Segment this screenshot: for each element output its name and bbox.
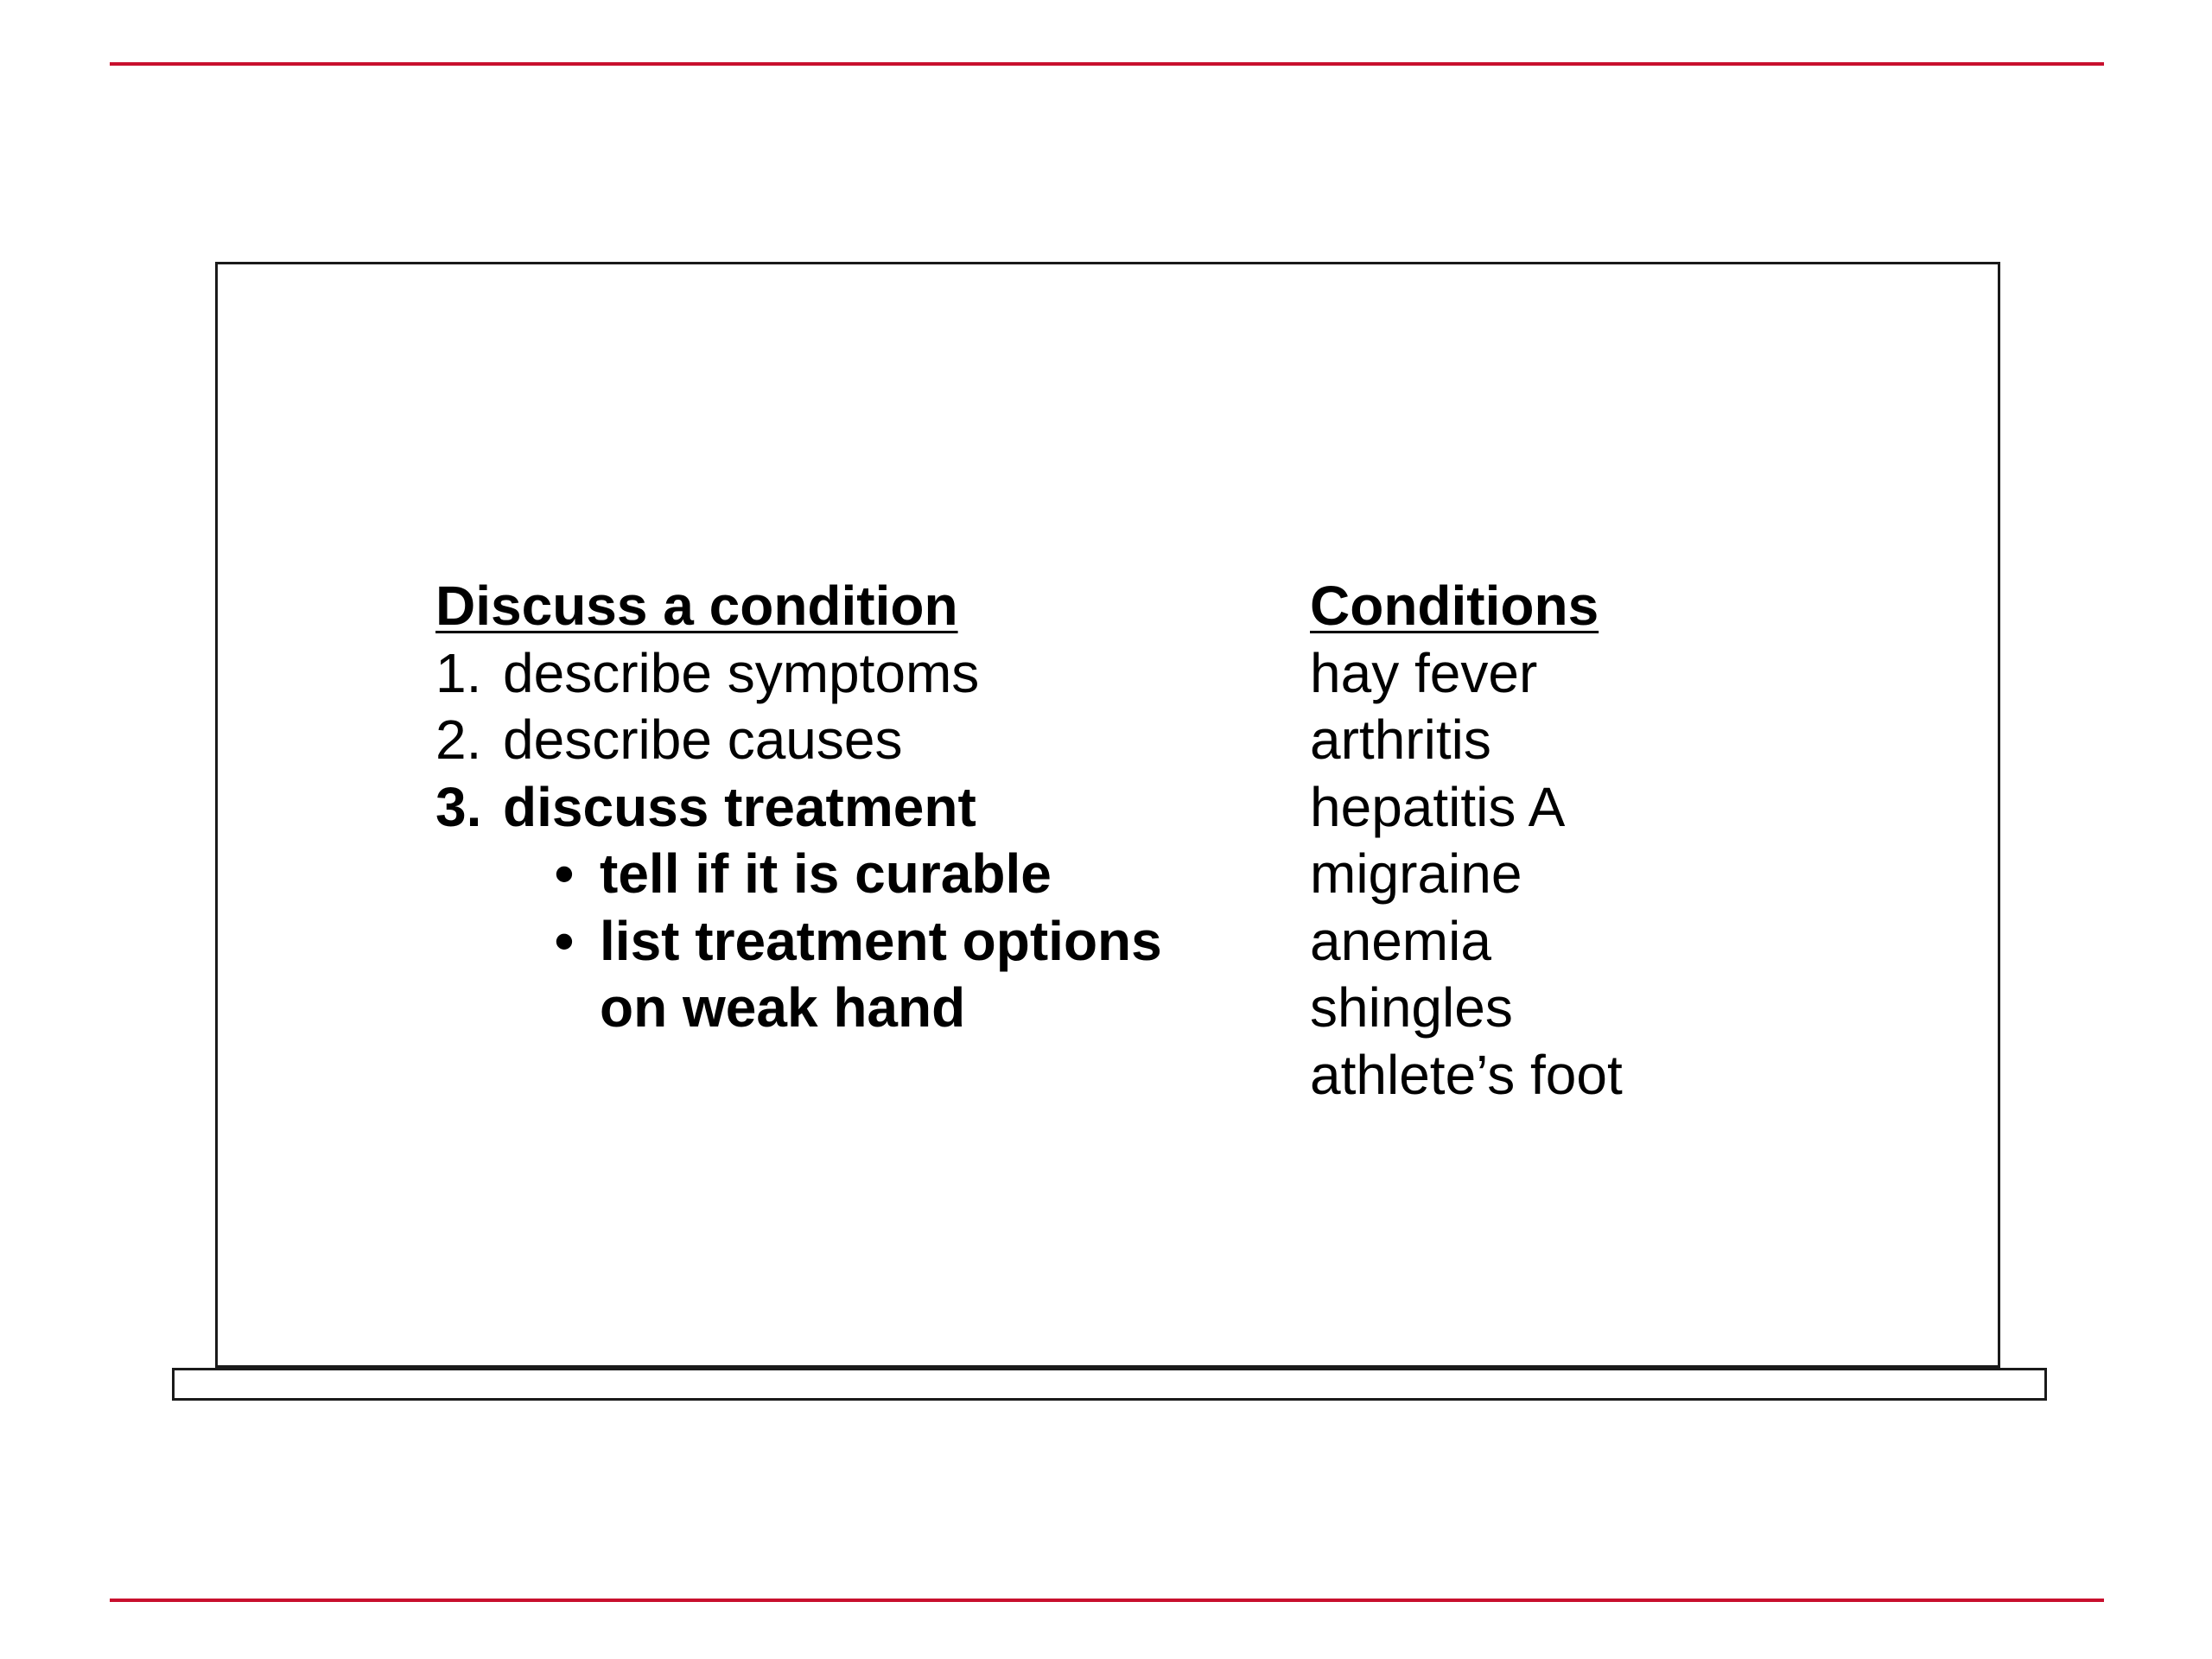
step-text: discuss treatment	[503, 775, 976, 838]
bullet-icon: •	[554, 842, 575, 905]
top-divider	[110, 62, 2104, 66]
conditions-heading: Conditions	[1310, 575, 1599, 637]
sub-bullet-text: on weak hand	[600, 976, 966, 1039]
step-number: 2.	[435, 709, 482, 771]
condition-item: migraine	[1310, 842, 1522, 905]
condition-item: arthritis	[1310, 709, 1491, 771]
condition-item: athlete’s foot	[1310, 1043, 1623, 1106]
step-number: 3.	[435, 775, 482, 838]
bullet-icon: •	[554, 909, 575, 972]
step-item	[435, 774, 1162, 842]
step-text: describe causes	[503, 709, 903, 771]
condition-item: shingles	[1310, 976, 1513, 1039]
sub-bullet-text: list treatment options	[600, 909, 1162, 972]
sub-bullet-item	[435, 841, 1162, 908]
condition-item: anemia	[1310, 909, 1491, 972]
step-number: 1.	[435, 641, 482, 704]
step-text: describe symptoms	[503, 641, 980, 704]
discuss-column	[435, 573, 1162, 1042]
sub-bullet-text: tell if it is curable	[600, 842, 1052, 905]
condition-item: hepatitis A	[1310, 775, 1566, 838]
whiteboard-ledge	[172, 1368, 2047, 1401]
discuss-heading: Discuss a condition	[435, 575, 958, 637]
bottom-divider	[110, 1599, 2104, 1602]
conditions-column	[1310, 573, 1623, 1109]
sub-bullet-item	[435, 908, 1162, 1042]
step-item	[435, 707, 1162, 774]
step-item	[435, 640, 1162, 708]
condition-item: hay fever	[1310, 641, 1538, 704]
